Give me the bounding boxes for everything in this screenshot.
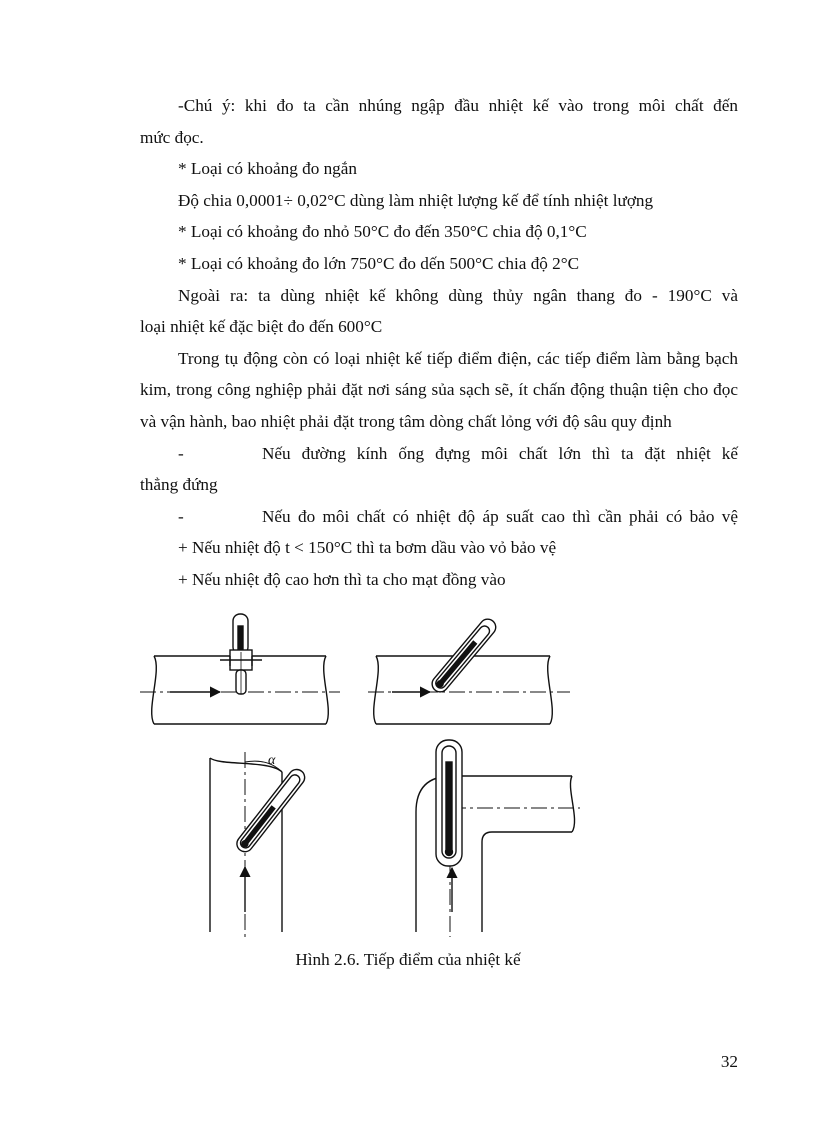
diagram-elbow-mount — [416, 740, 580, 937]
paragraph-small-range: * Loại có khoảng đo nhỏ 50°C đo đến 350°C chia độ 0,1°C — [178, 222, 587, 242]
list-item-continuation: thẳng đứng — [140, 475, 218, 495]
list-item-text: Nếu đo môi chất có nhiệt độ áp suất cao thì cần phải có bảo vệ — [262, 506, 738, 526]
angle-alpha-label: α — [268, 753, 276, 768]
diagram-inclined-mount — [368, 616, 570, 724]
page-number: 32 — [720, 1052, 738, 1071]
paragraph-besides-line2: loại nhiệt kế đặc biệt đo đến 600°C — [140, 317, 383, 337]
thermometer-figure — [140, 612, 580, 942]
body-text — [140, 90, 738, 596]
list-item-text: Nếu đường kính ống đựng môi chất lớn thì ta đặt nhiệt kế — [262, 443, 738, 463]
paragraph-note-line1: -Chú ý: khi đo ta cần nhúng ngập đầu nhiệt kế vào trong môi chất đến — [178, 96, 738, 115]
list-item-large-diameter — [140, 438, 738, 470]
thermometer-diagram — [140, 612, 580, 942]
diagram-angle-mount — [210, 752, 308, 937]
paragraph-short-range: * Loại có khoảng đo ngắn — [178, 159, 357, 179]
paragraph-copper-filings: + Nếu nhiệt độ cao hơn thì ta cho mạt đồng vào — [178, 569, 506, 589]
paragraph-automation: Trong tụ động còn có loại nhiệt kế tiếp điểm điện, các tiếp điểm làm bằng bạch kim, trong công nghiệp phải đặt nơi sáng sủa sạch sẽ, ít chấn động thuận tiện cho đọc và vận hành, bao nhiệt phải đặt trong tâm dòng chất lỏng với độ sâu quy định — [140, 348, 738, 431]
figure-caption: Hình 2.6. Tiếp điểm của nhiệt kế — [295, 950, 521, 969]
paragraph-large-range: * Loại có khoảng đo lớn 750°C đo dến 500°C chia độ 2°C — [178, 253, 580, 273]
paragraph-oil-protection: + Nếu nhiệt độ t < 150°C thì ta bơm dầu vào vỏ bảo vệ — [178, 538, 557, 558]
list-item-high-pressure — [140, 501, 738, 533]
dash-marker: - — [178, 443, 184, 463]
diagram-vertical-mount — [140, 614, 340, 724]
paragraph-division: Độ chia 0,0001÷ 0,02°C dùng làm nhiệt lượng kế để tính nhiệt lượng — [178, 190, 654, 210]
dash-marker: - — [178, 506, 184, 526]
paragraph-note-line2: mức đọc. — [140, 127, 204, 147]
paragraph-besides-line1: Ngoài ra: ta dùng nhiệt kế không dùng thủy ngân thang đo - 190°C và — [178, 285, 738, 305]
